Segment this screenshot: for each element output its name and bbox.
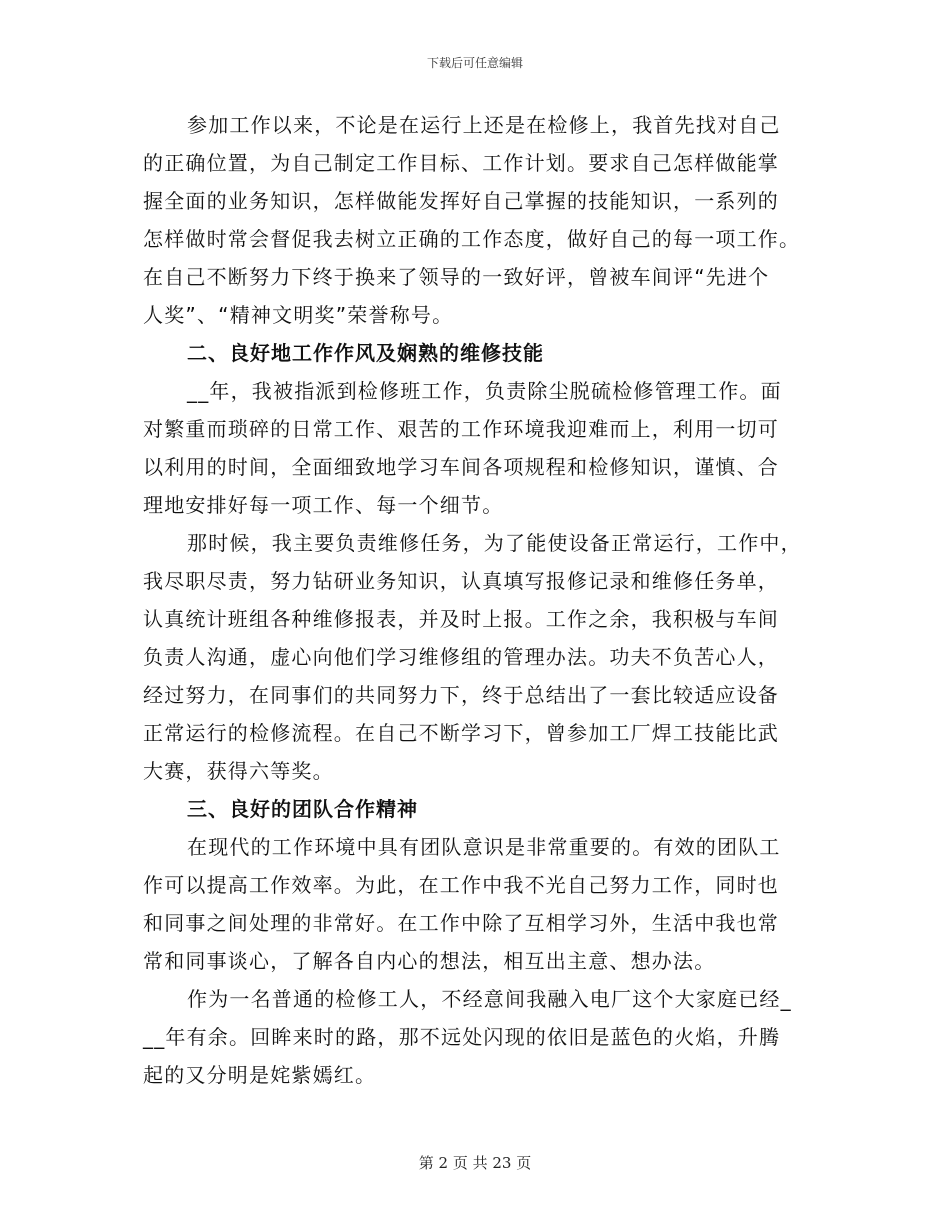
section-heading: 三、良好的团队合作精神 xyxy=(187,797,418,821)
page-footer: 第 2 页 共 23 页 xyxy=(418,1154,532,1172)
text-line: 起的又分明是姹紫嫣红。 xyxy=(143,1063,377,1087)
text-line: 怎样做时常会督促我去树立正确的工作态度，做好自己的每一项工作。 xyxy=(143,227,801,251)
text-line: 我尽职尽责，努力钻研业务知识，认真填写报修记录和维修任务单， xyxy=(143,569,779,593)
text-line: 常和同事谈心，了解各自内心的想法，相互出主意、想办法。 xyxy=(143,949,716,973)
text-line: 人奖”、“精神文明奖”荣誉称号。 xyxy=(143,303,454,327)
text-line: 那时候，我主要负责维修任务，为了能使设备正常运行，工作中， xyxy=(187,531,802,555)
document-body xyxy=(143,106,813,1094)
text-line: __年，我被指派到检修班工作，负责除尘脱硫检修管理工作。面 xyxy=(187,379,782,403)
section-heading: 二、良好地工作作风及娴熟的维修技能 xyxy=(187,341,544,365)
text-line: 认真统计班组各种维修报表，并及时上报。工作之余，我积极与车间 xyxy=(143,607,779,631)
text-line: 对繁重而琐碎的日常工作、艰苦的工作环境我迎难而上，利用一切可 xyxy=(143,417,779,441)
text-line: 理地安排好每一项工作、每一个细节。 xyxy=(143,493,504,517)
page-header: 下载后可任意编辑 xyxy=(426,56,523,70)
text-line: 参加工作以来，不论是在运行上还是在检修上，我首先找对自己 xyxy=(187,113,781,137)
text-line: 握全面的业务知识，怎样做能发挥好自己掌握的技能知识，一系列的 xyxy=(143,189,779,213)
text-line: 和同事之间处理的非常好。在工作中除了互相学习外，生活中我也常 xyxy=(143,911,779,935)
text-line: __年有余。回眸来时的路，那不远处闪现的依旧是蓝色的火焰，升腾 xyxy=(143,1025,781,1049)
text-line: 经过努力，在同事们的共同努力下，终于总结出了一套比较适应设备 xyxy=(143,683,779,707)
text-line: 在现代的工作环境中具有团队意识是非常重要的。有效的团队工 xyxy=(187,835,781,859)
text-line: 正常运行的检修流程。在自己不断学习下，曾参加工厂焊工技能比武 xyxy=(143,721,779,745)
text-line: 作为一名普通的检修工人，不经意间我融入电厂这个大家庭已经_ xyxy=(187,987,792,1011)
text-line: 作可以提高工作效率。为此，在工作中我不光自己努力工作，同时也 xyxy=(143,873,779,897)
text-line: 大赛，获得六等奖。 xyxy=(143,759,334,783)
text-line: 的正确位置，为自己制定工作目标、工作计划。要求自己怎样做能掌 xyxy=(143,151,779,175)
text-line: 以利用的时间，全面细致地学习车间各项规程和检修知识，谨慎、合 xyxy=(143,455,779,479)
text-line: 负责人沟通，虚心向他们学习维修组的管理办法。功夫不负苦心人， xyxy=(143,645,779,669)
text-line: 在自己不断努力下终于换来了领导的一致好评，曾被车间评“先进个 xyxy=(143,265,770,289)
